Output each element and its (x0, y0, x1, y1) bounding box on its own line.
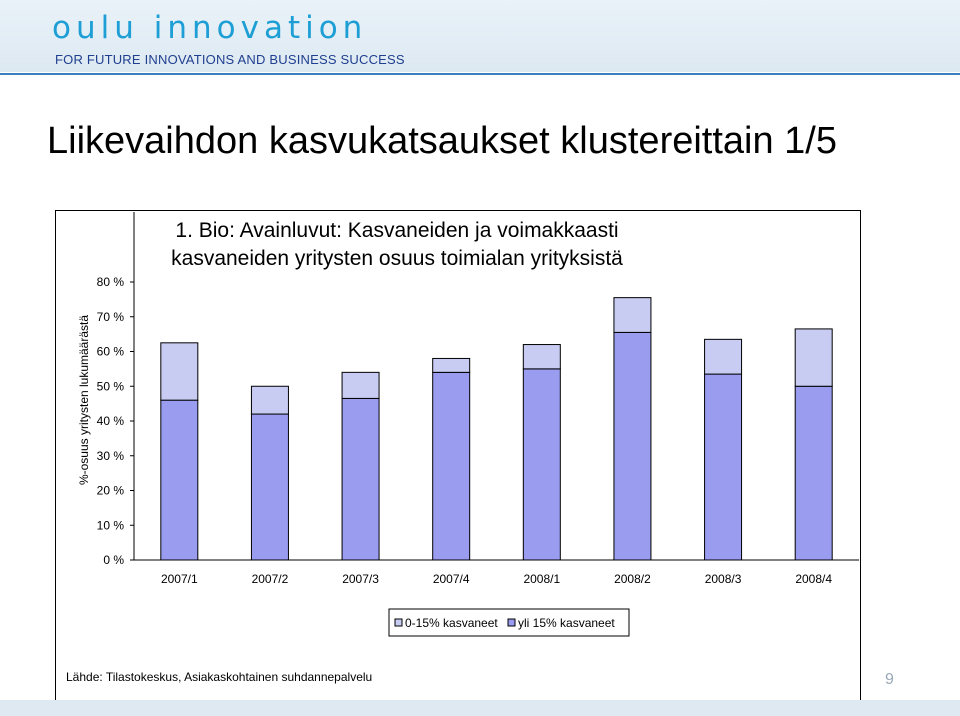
x-tick-label: 2007/3 (342, 572, 379, 586)
x-tick-label: 2007/2 (251, 572, 289, 586)
source-note (66, 670, 372, 684)
bar-segment-yli-15 (433, 372, 470, 560)
bar-segment-yli-15 (342, 398, 379, 560)
y-tick-label: 50 % (96, 379, 124, 394)
legend-label-yli-15: yli 15% kasvaneet (518, 616, 615, 630)
company-logo: oulu innovation (52, 10, 368, 46)
bar-segment-yli-15 (795, 386, 832, 560)
y-tick-label: 70 % (96, 309, 124, 324)
bar-segment-yli-15 (523, 369, 560, 560)
chart-title-line: 1. Bio: Avainluvut: Kasvaneiden ja voimakkaasti (175, 219, 619, 242)
y-tick-label: 20 % (96, 483, 124, 498)
y-tick-label: 10 % (96, 518, 124, 533)
x-tick-label: 2008/4 (795, 572, 833, 586)
x-tick-label: 2008/1 (523, 572, 561, 586)
page-title: Liikevaihdon kasvukatsaukset klustereittain 1/5 (47, 120, 838, 162)
bar-segment-0-15 (342, 372, 379, 398)
y-axis-title: %-osuus yritysten lukumäärästä (77, 314, 91, 486)
y-tick-label: 30 % (96, 448, 124, 463)
x-tick-label: 2007/4 (432, 572, 470, 586)
x-axis (134, 560, 859, 586)
bar-segment-0-15 (433, 358, 470, 372)
bar-segment-yli-15 (705, 374, 742, 560)
x-tick-label: 2008/3 (704, 572, 742, 586)
page-number: 9 (885, 671, 894, 688)
bar-segment-0-15 (705, 339, 742, 374)
legend (389, 609, 629, 636)
y-tick-label: 40 % (96, 414, 124, 428)
y-axis (77, 212, 134, 567)
legend-swatch-0-15 (395, 619, 402, 626)
bar-segment-yli-15 (161, 400, 198, 560)
x-tick-label: 2008/2 (614, 572, 651, 586)
y-tick-label: 80 % (96, 275, 124, 289)
bar-segment-0-15 (795, 329, 832, 386)
tagline: FOR FUTURE INNOVATIONS AND BUSINESS SUCCESS (55, 52, 405, 67)
footer-band (0, 700, 960, 716)
legend-swatch-yli-15 (508, 619, 515, 626)
bar-segment-0-15 (251, 386, 288, 414)
bars (161, 298, 832, 560)
chart-title (171, 219, 623, 270)
source-text: Lähde: Tilastokeskus, Asiakaskohtainen suhdannepalvelu (66, 670, 373, 684)
y-tick-label: 0 % (103, 553, 124, 567)
y-tick-label: 60 % (96, 344, 124, 359)
bar-segment-yli-15 (614, 332, 651, 560)
chart-title-line: kasvaneiden yritysten osuus toimialan yrityksistä (171, 247, 623, 270)
bar-segment-0-15 (161, 343, 198, 400)
legend-label-0-15: 0-15% kasvaneet (405, 616, 498, 630)
x-tick-label: 2007/1 (160, 572, 198, 586)
bar-segment-0-15 (614, 298, 651, 333)
bar-segment-0-15 (523, 345, 560, 369)
bar-segment-yli-15 (251, 414, 288, 560)
